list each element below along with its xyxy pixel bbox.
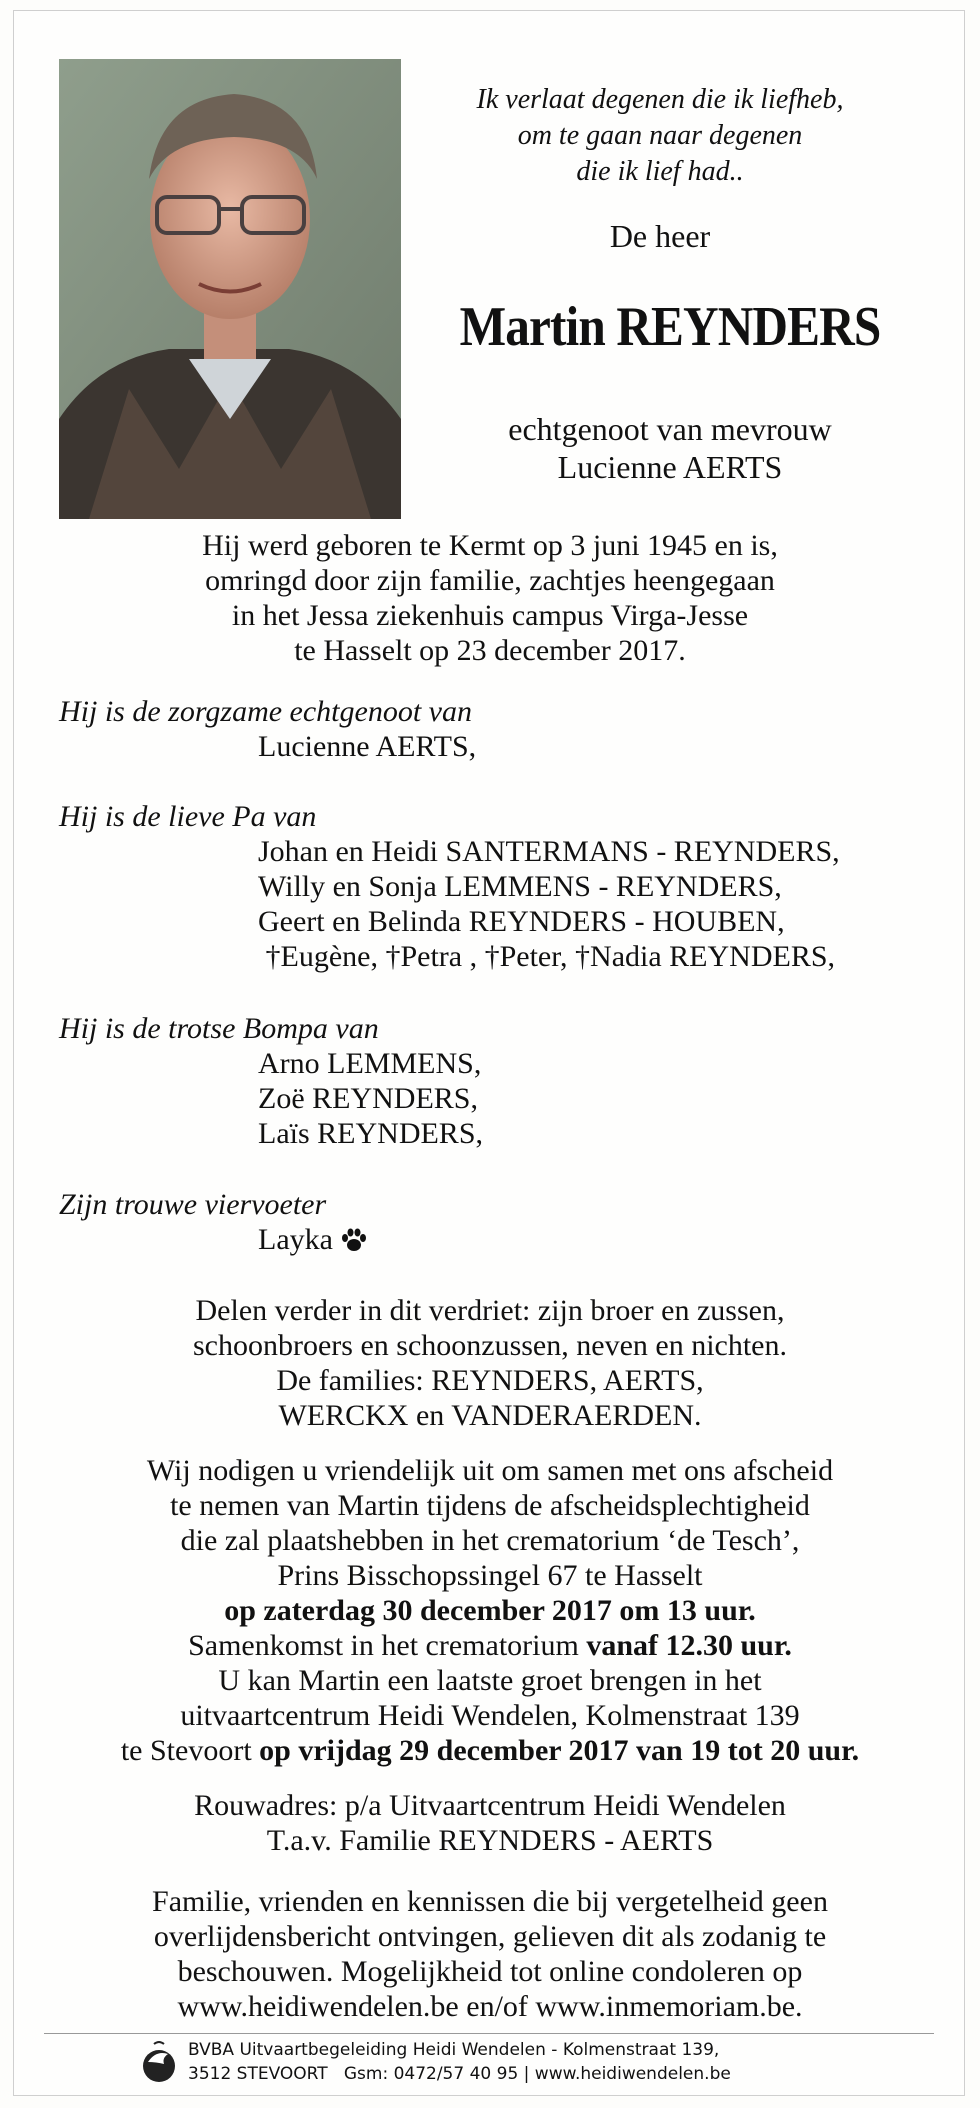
ceremony-invitation — [0, 1453, 980, 1768]
quote-line: Ik verlaat degenen die ik liefheb, — [476, 84, 844, 115]
statement-line: Delen verder in dit verdriet: zijn broer en zussen, — [195, 1294, 785, 1327]
footer-line: BVBA Uitvaartbegeleiding Heidi Wendelen - Kolmenstraat 139, — [188, 2040, 720, 2060]
salutation: De heer — [609, 218, 711, 254]
dove-logo-icon — [140, 2040, 178, 2091]
birth-death-statement — [0, 528, 980, 668]
list-item — [258, 1222, 367, 1260]
mourning-address — [0, 1788, 980, 1858]
gathering-time: vanaf 12.30 uur. — [586, 1629, 792, 1662]
statement-line — [0, 1733, 980, 1768]
list-item: Geert en Belinda REYNDERS - HOUBEN, — [258, 905, 785, 938]
statement-line: overlijdensbericht ontvingen, gelieven dit als zodanig te — [153, 1920, 827, 1953]
statement-line: schoonbroers en schoonzussen, neven en nichten. — [193, 1329, 787, 1362]
spouse-line: echtgenoot van mevrouw — [508, 411, 832, 447]
list-item: Zoë REYNDERS, — [258, 1082, 478, 1115]
statement-line: www.heidiwendelen.be en/of www.inmemoriam.be. — [177, 1990, 803, 2023]
spouse-list — [258, 729, 476, 764]
statement-line: Familie, vrienden en kennissen die bij vergetelheid geen — [152, 1885, 828, 1918]
ceremony-date: op zaterdag 30 december 2017 om 13 uur. — [224, 1594, 756, 1627]
list-item: †Eugène, †Petra , †Peter, †Nadia REYNDERS, — [258, 940, 836, 973]
viewing-place: te Stevoort — [120, 1734, 260, 1767]
children-heading: Hij is de lieve Pa van — [59, 800, 317, 833]
statement-line: Prins Bisschopssingel 67 te Hasselt — [277, 1559, 703, 1592]
family-statement — [0, 1293, 980, 1433]
portrait-photo — [59, 59, 401, 519]
statement-line: De families: REYNDERS, AERTS, — [276, 1364, 704, 1397]
paw-icon — [341, 1225, 367, 1260]
statement-line: U kan Martin een laatste groet brengen in het — [218, 1664, 762, 1697]
deceased-name: Martin REYNDERS — [459, 296, 881, 358]
statement-line: Wij nodigen u vriendelijk uit om samen met ons afscheid — [146, 1454, 834, 1487]
list-item: Lucienne AERTS, — [258, 730, 477, 763]
statement-line: T.a.v. Familie REYNDERS - AERTS — [266, 1824, 714, 1857]
statement-line: omringd door zijn familie, zachtjes heengegaan — [205, 564, 775, 597]
undertaker-footer — [188, 2038, 731, 2086]
footer-line: 3512 STEVOORT Gsm: 0472/57 40 95 | www.heidiwendelen.be — [188, 2064, 731, 2084]
spouse-statement — [420, 410, 920, 486]
statement-line: Rouwadres: p/a Uitvaartcentrum Heidi Wendelen — [194, 1789, 786, 1822]
viewing-time: op vrijdag 29 december 2017 van 19 tot 20 uur. — [259, 1734, 860, 1767]
statement-line: uitvaartcentrum Heidi Wendelen, Kolmenstraat 139 — [180, 1699, 800, 1732]
footer-divider — [44, 2033, 934, 2034]
closing-note — [0, 1884, 980, 2024]
statement-line: beschouwen. Mogelijkheid tot online condoleren op — [177, 1955, 803, 1988]
statement-line: te Hasselt op 23 december 2017. — [294, 634, 686, 667]
statement-line: Hij werd geboren te Kermt op 3 juni 1945 en is, — [202, 529, 778, 562]
list-item: Willy en Sonja LEMMENS - REYNDERS, — [258, 870, 782, 903]
grandchildren-list — [258, 1046, 483, 1151]
statement-line: in het Jessa ziekenhuis campus Virga-Jesse — [231, 599, 749, 632]
spouse-line: Lucienne AERTS — [557, 449, 783, 485]
list-item: Laïs REYNDERS, — [258, 1117, 483, 1150]
gathering-text: Samenkomst in het crematorium — [188, 1629, 587, 1662]
list-item: Arno LEMMENS, — [258, 1047, 482, 1080]
memorial-quote — [420, 82, 900, 190]
pet-heading: Zijn trouwe viervoeter — [59, 1188, 327, 1221]
spouse-heading: Hij is de zorgzame echtgenoot van — [59, 695, 472, 728]
quote-line: om te gaan naar degenen — [517, 120, 803, 151]
list-item: Johan en Heidi SANTERMANS - REYNDERS, — [258, 835, 840, 868]
pet-list — [258, 1222, 367, 1260]
statement-line: die zal plaatshebben in het crematorium ‘de Tesch’, — [180, 1524, 800, 1557]
statement-line: WERCKX en VANDERAERDEN. — [278, 1399, 702, 1432]
statement-line — [0, 1593, 980, 1628]
children-list — [258, 834, 840, 974]
pet-name: Layka — [258, 1223, 333, 1256]
statement-line: te nemen van Martin tijdens de afscheidsplechtigheid — [170, 1489, 810, 1522]
quote-line: die ik lief had.. — [576, 156, 744, 187]
grandchildren-heading: Hij is de trotse Bompa van — [59, 1012, 379, 1045]
statement-line — [0, 1628, 980, 1663]
